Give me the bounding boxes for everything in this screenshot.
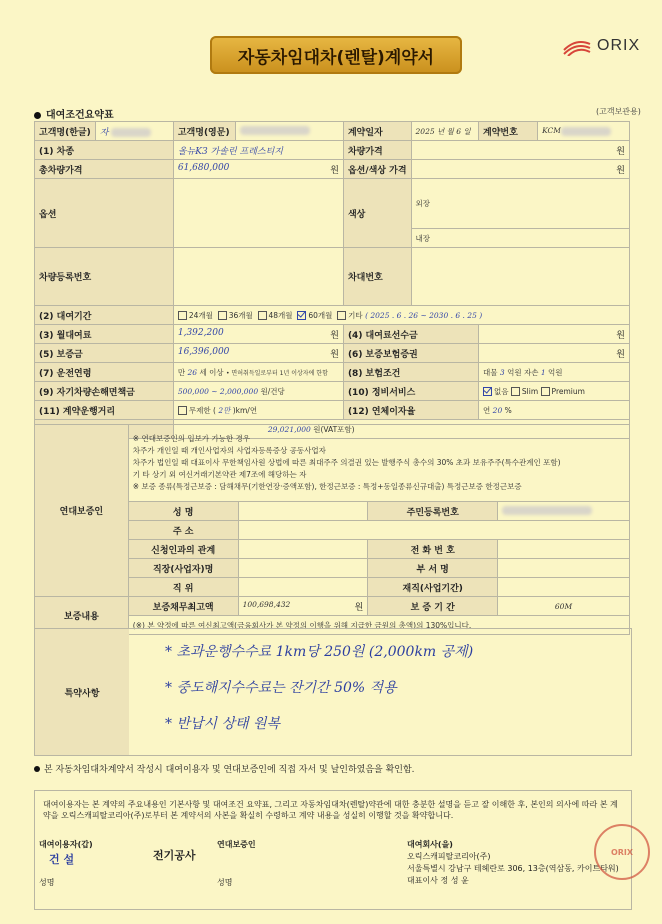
table-row: 직 위 재직(사업기간) (35, 578, 630, 597)
orix-mark-icon (562, 36, 592, 56)
table-row: (5) 보증금 16,396,000 원 (6) 보증보험증권 원 (35, 344, 630, 363)
summary-table: 고객명(한글) 자 고객명(영문) 계약일자 2025 년 월 6 일 계약번호 KCM (1) 차종 올뉴K3 가솔린 프레스티지 차량가격 원 총차량가격 61,680,000 원 옵션/색상 가격 원 옵션 색상 외장 내장 차량등록번호 차대번호 (2) 대여기간 24개월 36개월 48개월 60개월 기타 ( 2025 . 6 . 26 ~ 2030 . 6 . 25 ) (3) 월대여료 1,392,200 원 (4) 대여료선수금 원 (5) 보증금 16,396,000 원 (6) 보증보험증권 원 (7) 운전연령 만 26 세 이상 • 면허취득일로부터 1년 이상자에 한함 (8) 보험조건 대물 3 억원 자손 1 억원 (9) 자기차량손해면책금 500,000 ~ 2,000,000 원/건당 (10) 정비서비스 없음 Slim Premium (11) 계약운행거리 무제한 ( 2만 )km/연 (12) 연체이자율 연 20 % 29,021,000 원(VAT포함) (34, 121, 630, 439)
table-row: 차량등록번호 차대번호 (35, 248, 630, 306)
title-banner (210, 36, 462, 74)
table-row: (1) 차종 올뉴K3 가솔린 프레스티지 차량가격 원 (35, 141, 630, 160)
table-row: 옵션 색상 외장 (35, 179, 630, 229)
table-row: (3) 월대여료 1,392,200 원 (4) 대여료선수금 원 (35, 325, 630, 344)
company-seal-stamp: ORIX (594, 824, 650, 880)
special-line: * 반납시 상태 원복 (165, 716, 281, 732)
section-heading: 대여조건요약표 (34, 106, 114, 121)
document-title: 자동차임대차(렌탈)계약서 (237, 47, 435, 68)
table-row: 보증내용 보증채무최고액 100,698,432 원 보 증 기 간 60M (35, 597, 630, 616)
table-row: 총차량가격 61,680,000 원 옵션/색상 가격 원 (35, 160, 630, 179)
special-line: * 중도해지수수료는 잔기간 50% 적용 (165, 680, 397, 696)
table-row: (2) 대여기간 24개월 36개월 48개월 60개월 기타 ( 2025 . 6 . 26 ~ 2030 . 6 . 25 ) (35, 306, 630, 325)
table-row: (9) 자기차량손해면책금 500,000 ~ 2,000,000 원/건당 (10) 정비서비스 없음 Slim Premium (35, 382, 630, 401)
table-row: 신청인과의 관계 전 화 번 호 (35, 540, 630, 559)
confirm-text: 본 자동차임대차계약서 작성시 대여이용자 및 연대보증인에 직접 자서 및 날인하였음을 확인함. (34, 762, 415, 775)
table-row: (11) 계약운행거리 무제한 ( 2만 )km/연 (12) 연체이자율 연 20 % (35, 401, 630, 420)
table-row: 성 명 주민등록번호 (35, 502, 630, 521)
table-row: 직장(사업자)명 부 서 명 (35, 559, 630, 578)
orix-logo: ORIX (562, 36, 640, 56)
guarantor-table: 연대보증인 ※ 연대보증인의 입보가 가능한 경우 차주가 개인일 때 개인사업자의 사업자등록증상 공동사업자 차주가 법인일 때 대표이사 무한책임사원 상법에 따른 최대주주 의결권 있는 발행주식 총수의 30% 초과 보유주주(특수관계인 포함) 기 타 상기 외 여신거래기본약관 제7조에 해당하는 자 ※ 보증 종류(특정근보증 : 담해채무(기한연장·증액포함), 한정근보증 : 특정+동일종류신규대출) 특정근보증 한정근보증 성 명 주민등록번호 주 소 신청인과의 관계 전 화 번 호 직장(사업자)명 부 서 명 직 위 재직(사업기간) 보증내용 보증채무최고액 100,698,432 원 보 증 기 간 60M (※) 본 약정에 따른 여신최고액(금융회사가 본 약정의 이행을 위해 지급한 금원의 총액)의 130%입니다. (34, 424, 630, 635)
table-row: 고객명(한글) 자 고객명(영문) 계약일자 2025 년 월 6 일 계약번호 KCM (35, 122, 630, 141)
special-line: * 초과운행수수료 1km당 250원 (2,000km 공제) (165, 644, 474, 660)
table-row: (7) 운전연령 만 26 세 이상 • 면허취득일로부터 1년 이상자에 한함 (8) 보험조건 대물 3 억원 자손 1 억원 (35, 363, 630, 382)
copy-note: (고객보관용) (596, 107, 641, 116)
table-row: 29,021,000 원(VAT포함) (35, 420, 630, 439)
table-row: 주 소 (35, 521, 630, 540)
signature-block: 대여이용자는 본 계약의 주요내용인 기본사항 및 대여조건 요약표, 그리고 자동차임대차(렌탈)약관에 대한 충분한 설명을 듣고 잘 이해한 후, 본인의 의사에 따라 본 계약을 오릭스캐피탈코리아(주)로부터 본 계약서의 사본을 확실히 수령하고 계약 내용을 성실히 이행할 것을 확약합니다. 대여이용자(갑) 건 설 전기공사 성명 연대보증인 성명 대여회사(을) 오릭스캐피탈코리아(주) 서울특별시 강남구 테헤란로 306, 13층(역삼동, 카이트타워) 대표이사 정 성 윤 (34, 790, 632, 910)
special-terms: 특약사항 * 초과운행수수료 1km당 250원 (2,000km 공제) * 중도해지수수료는 잔기간 50% 적용 * 반납시 상태 원복 (34, 628, 632, 756)
